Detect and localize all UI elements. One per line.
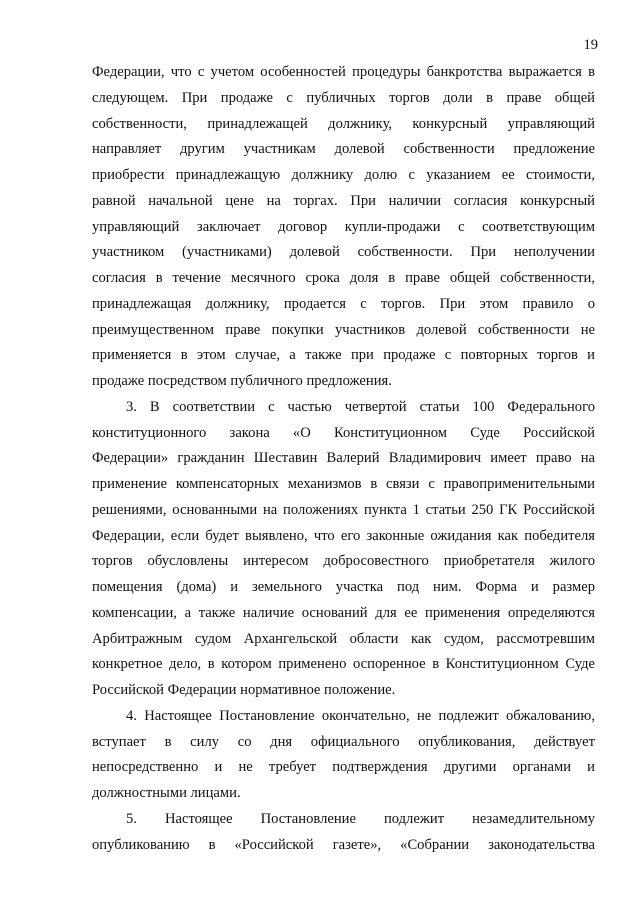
text-line: 5. Настоящее Постановление подлежит незамедлительному — [126, 810, 595, 827]
text-line: Российской Федерации нормативное положение. — [92, 682, 396, 698]
text-line: торгов обусловлены интересом добросовестного приобретателя жилого — [92, 553, 595, 570]
text-line: вступает в силу со дня официального опубликования, действует — [92, 733, 595, 750]
text-line: собственности, принадлежащей должнику, конкурсный управляющий — [92, 115, 595, 132]
paragraph — [92, 60, 595, 395]
text-line: конституционного закона «О Конституционном Суде Российской — [92, 424, 595, 441]
text-line: следующем. При продаже с публичных торгов доли в праве общей — [92, 89, 595, 106]
text-line: приобрести принадлежащую должнику долю с указанием ее стоимости, — [92, 167, 595, 183]
text-line: Федерации, что с учетом особенностей процедуры банкротства выражается в — [92, 64, 595, 80]
text-line: преимущественном праве покупки участников долевой собственности не — [92, 321, 595, 338]
paragraph — [92, 395, 595, 704]
text-line: Арбитражным судом Архангельской области как судом, рассмотревшим — [92, 630, 595, 647]
text-line: Федерации» гражданин Шеставин Валерий Владимирович имеет право на — [92, 450, 595, 467]
text-line: равной начальной цене на торгах. При наличии согласия конкурсный — [92, 192, 595, 209]
text-line: должностными лицами. — [92, 785, 241, 801]
text-line: опубликованию в «Российской газете», «Собрании законодательства — [92, 836, 595, 853]
body-text — [92, 60, 595, 858]
text-line: согласия в течение месячного срока доля в праве общей собственности, — [92, 270, 595, 286]
text-line: Федерации, если будет выявлено, что его законные ожидания как победителя — [92, 527, 595, 544]
paragraph — [92, 807, 595, 859]
text-line: управляющий заключает договор купли-продажи с соответствующим — [92, 218, 595, 235]
text-line: решениями, основанными на положениях пункта 1 статьи 250 ГК Российской — [92, 501, 595, 518]
text-line: применяется в этом случае, а также при продаже с повторных торгов и — [92, 347, 595, 364]
text-line: конкретное дело, в котором применено оспоренное в Конституционном Суде — [92, 656, 595, 673]
text-line: участником (участниками) долевой собственности. При неполучении — [92, 244, 595, 261]
text-line: 3. В соответствии с частью четвертой статьи 100 Федерального — [126, 398, 595, 415]
text-line: направляет другим участникам долевой собственности предложение — [92, 141, 595, 158]
paragraph — [92, 704, 595, 807]
text-line: продаже посредством публичного предложения. — [92, 373, 392, 389]
text-line: принадлежащая должнику, продается с торгов. При этом правило о — [92, 295, 595, 312]
text-line: 4. Настоящее Постановление окончательно, не подлежит обжалованию, — [126, 707, 595, 724]
page-number: 19 — [583, 37, 598, 53]
text-line: применение компенсаторных механизмов в связи с правоприменительными — [92, 476, 595, 492]
text-line: компенсации, а также наличие оснований для ее применения определяются — [92, 604, 595, 621]
text-line: помещения (дома) и земельного участка под ним. Форма и размер — [92, 579, 595, 595]
text-line: непосредственно и не требует подтверждения другими органами и — [92, 759, 595, 776]
